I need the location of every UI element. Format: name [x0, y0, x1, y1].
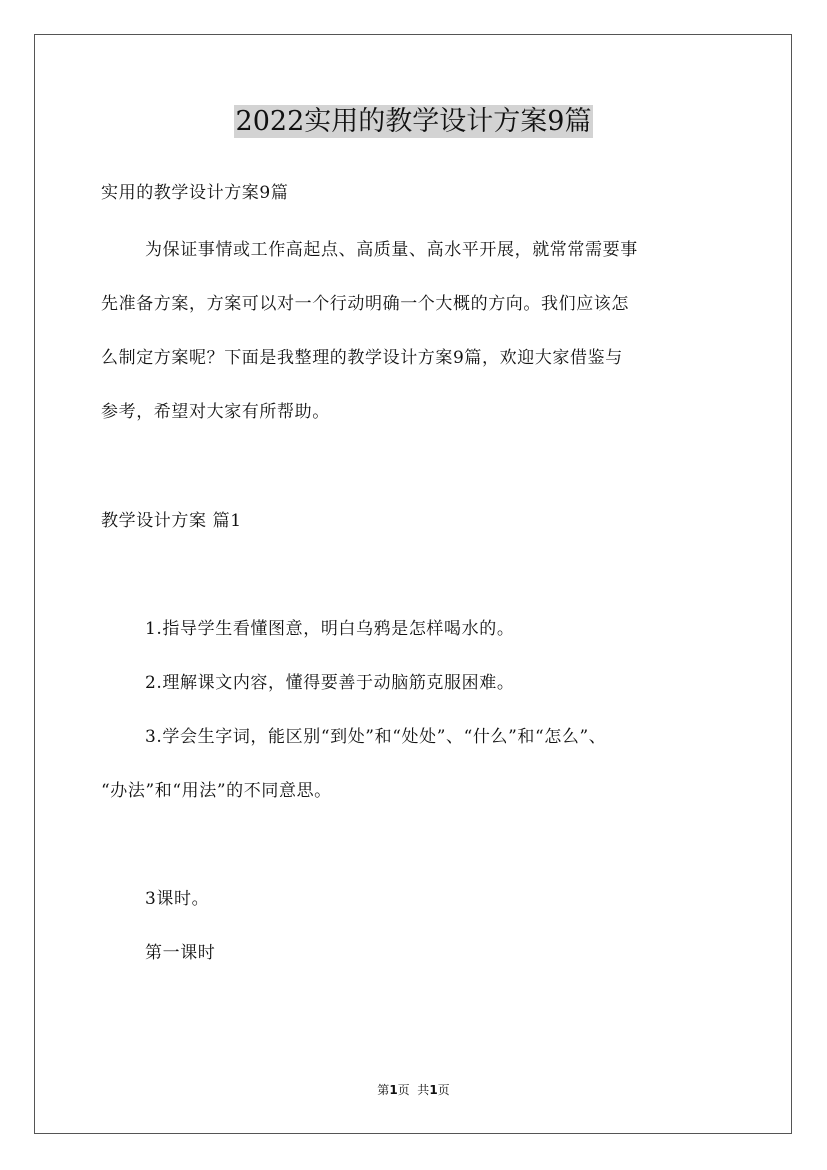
footer-page-suffix: 页 — [437, 1083, 450, 1097]
intro-line-1: 为保证事情或工作高起点、高质量、高水平开展，就常常需要事 — [145, 240, 638, 260]
objective-3-continued: “办法”和“用法”的不同意思。 — [101, 781, 332, 801]
footer-page-total: 1 — [429, 1083, 438, 1097]
objective-3: 3.学会生字词，能区别“到处”和“处处”、“什么”和“怎么”、 — [145, 727, 607, 747]
document-title-text: 2022实用的教学设计方案9篇 — [235, 106, 592, 137]
duration-text: 3课时。 — [145, 889, 210, 909]
intro-line-4: 参考，希望对大家有所帮助。 — [101, 402, 330, 422]
footer-page-number: 1 — [389, 1083, 398, 1097]
section-heading: 教学设计方案 篇1 — [101, 511, 242, 531]
objective-1: 1.指导学生看懂图意，明白乌鸦是怎样喝水的。 — [145, 619, 515, 639]
document-title — [0, 104, 827, 140]
document-subtitle: 实用的教学设计方案9篇 — [101, 183, 289, 203]
objective-2: 2.理解课文内容，懂得要善于动脑筋克服困难。 — [145, 673, 515, 693]
footer-page-prefix: 第 — [377, 1083, 390, 1097]
lesson-label: 第一课时 — [145, 943, 216, 963]
intro-line-3: 么制定方案呢？下面是我整理的教学设计方案9篇，欢迎大家借鉴与 — [101, 348, 623, 368]
footer-page-mid: 页 共 — [397, 1083, 430, 1097]
intro-line-2: 先准备方案，方案可以对一个行动明确一个大概的方向。我们应该怎 — [101, 294, 629, 314]
page-footer — [0, 1082, 827, 1098]
